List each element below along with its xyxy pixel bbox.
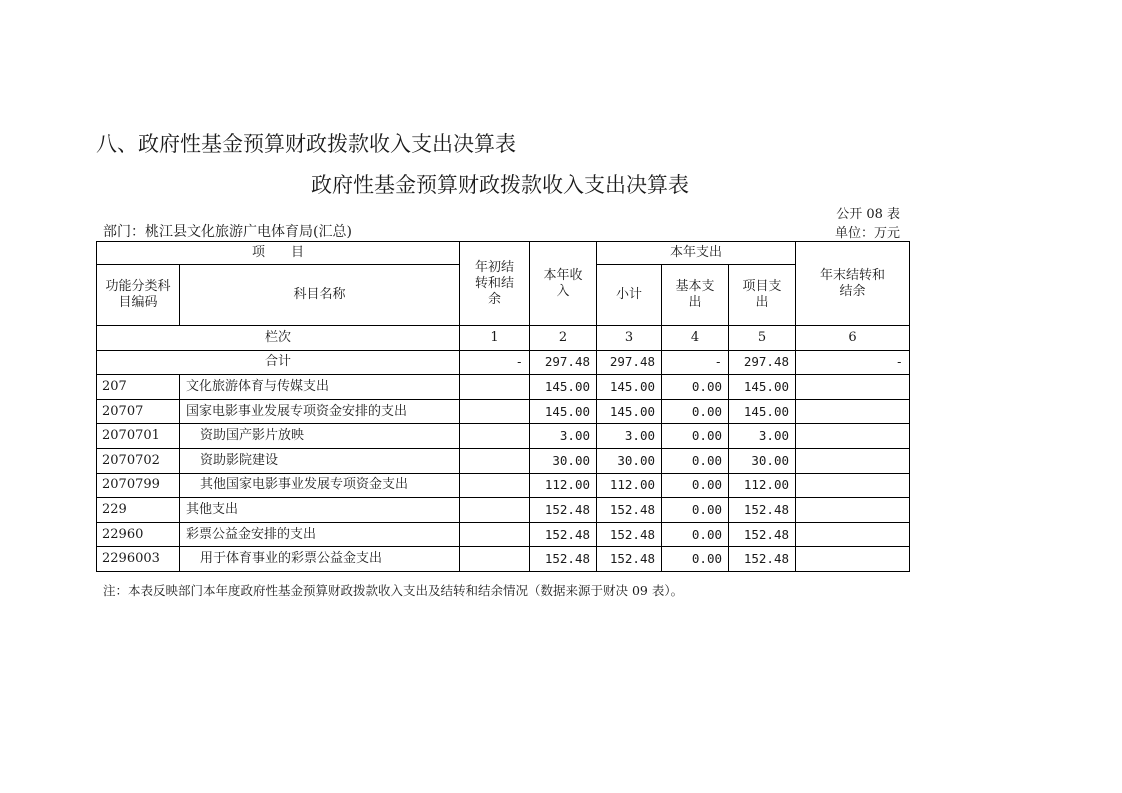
department-label: 部门：桃江县文化旅游广电体育局(汇总) xyxy=(103,224,352,240)
header-end-balance: 年末结转和结余 xyxy=(796,242,910,326)
row-end-balance xyxy=(796,473,910,498)
row-project-expense: 145.00 xyxy=(729,375,796,400)
row-subtotal: 112.00 xyxy=(597,473,662,498)
table-row xyxy=(97,399,910,424)
header-expense-group: 本年支出 xyxy=(597,242,796,265)
row-name: 文化旅游体育与传媒支出 xyxy=(180,375,460,400)
row-subtotal: 152.48 xyxy=(597,547,662,572)
row-name: 其他国家电影事业发展专项资金支出 xyxy=(180,473,460,498)
column-number: 4 xyxy=(662,326,729,351)
row-code: 2070799 xyxy=(97,473,180,498)
row-subtotal: 3.00 xyxy=(597,424,662,449)
row-income: 145.00 xyxy=(530,399,597,424)
total-subtotal: 297.48 xyxy=(597,350,662,375)
header-project-expense: 项目支出 xyxy=(729,265,796,326)
row-end-balance xyxy=(796,448,910,473)
budget-table xyxy=(96,241,910,572)
row-income: 152.48 xyxy=(530,522,597,547)
row-project-expense: 3.00 xyxy=(729,424,796,449)
row-begin-balance xyxy=(460,375,530,400)
header-func-code: 功能分类科目编码 xyxy=(97,265,180,326)
table-row xyxy=(97,375,910,400)
row-code: 2070701 xyxy=(97,424,180,449)
row-subtotal: 152.48 xyxy=(597,522,662,547)
table-row xyxy=(97,473,910,498)
table-row xyxy=(97,522,910,547)
header-begin-balance: 年初结转和结余 xyxy=(460,242,530,326)
header-income: 本年收入 xyxy=(530,242,597,326)
header-item: 项 目 xyxy=(97,242,460,265)
row-begin-balance xyxy=(460,473,530,498)
row-end-balance xyxy=(796,424,910,449)
row-basic-expense: 0.00 xyxy=(662,448,729,473)
row-name: 彩票公益金安排的支出 xyxy=(180,522,460,547)
row-basic-expense: 0.00 xyxy=(662,547,729,572)
total-row xyxy=(97,350,910,375)
row-begin-balance xyxy=(460,522,530,547)
row-basic-expense: 0.00 xyxy=(662,498,729,523)
row-end-balance xyxy=(796,547,910,572)
row-name: 国家电影事业发展专项资金安排的支出 xyxy=(180,399,460,424)
row-subtotal: 145.00 xyxy=(597,399,662,424)
row-code: 207 xyxy=(97,375,180,400)
section-heading: 八、政府性基金预算财政拨款收入支出决算表 xyxy=(96,132,516,156)
column-index-label: 栏次 xyxy=(97,326,460,351)
row-income: 145.00 xyxy=(530,375,597,400)
total-project-expense: 297.48 xyxy=(729,350,796,375)
row-name: 资助影院建设 xyxy=(180,448,460,473)
table-row xyxy=(97,498,910,523)
total-begin-balance: - xyxy=(460,350,530,375)
row-basic-expense: 0.00 xyxy=(662,375,729,400)
row-basic-expense: 0.00 xyxy=(662,473,729,498)
document-title: 政府性基金预算财政拨款收入支出决算表 xyxy=(311,173,689,197)
unit-label: 单位：万元 xyxy=(834,226,900,241)
header-subject-name: 科目名称 xyxy=(180,265,460,326)
row-begin-balance xyxy=(460,547,530,572)
row-subtotal: 152.48 xyxy=(597,498,662,523)
row-income: 30.00 xyxy=(530,448,597,473)
row-project-expense: 152.48 xyxy=(729,547,796,572)
row-code: 2296003 xyxy=(97,547,180,572)
row-income: 152.48 xyxy=(530,498,597,523)
header-basic-expense: 基本支出 xyxy=(662,265,729,326)
column-number: 3 xyxy=(597,326,662,351)
row-begin-balance xyxy=(460,399,530,424)
total-income: 297.48 xyxy=(530,350,597,375)
total-label: 合计 xyxy=(97,350,460,375)
row-end-balance xyxy=(796,522,910,547)
column-number: 6 xyxy=(796,326,910,351)
row-name: 其他支出 xyxy=(180,498,460,523)
table-row xyxy=(97,448,910,473)
row-project-expense: 112.00 xyxy=(729,473,796,498)
row-end-balance xyxy=(796,399,910,424)
row-code: 20707 xyxy=(97,399,180,424)
table-row xyxy=(97,424,910,449)
row-income: 152.48 xyxy=(530,547,597,572)
row-code: 2070702 xyxy=(97,448,180,473)
row-end-balance xyxy=(796,498,910,523)
row-income: 3.00 xyxy=(530,424,597,449)
row-project-expense: 152.48 xyxy=(729,498,796,523)
form-code: 公开 08 表 xyxy=(836,207,900,222)
column-number: 1 xyxy=(460,326,530,351)
row-begin-balance xyxy=(460,498,530,523)
column-number: 2 xyxy=(530,326,597,351)
row-end-balance xyxy=(796,375,910,400)
table-footnote: 注：本表反映部门本年度政府性基金预算财政拨款收入支出及结转和结余情况（数据来源于财决 09 表）。 xyxy=(103,583,684,598)
row-project-expense: 30.00 xyxy=(729,448,796,473)
row-basic-expense: 0.00 xyxy=(662,522,729,547)
total-basic-expense: - xyxy=(662,350,729,375)
row-code: 229 xyxy=(97,498,180,523)
total-end-balance: - xyxy=(796,350,910,375)
row-begin-balance xyxy=(460,424,530,449)
row-subtotal: 145.00 xyxy=(597,375,662,400)
row-basic-expense: 0.00 xyxy=(662,399,729,424)
table-row xyxy=(97,547,910,572)
row-code: 22960 xyxy=(97,522,180,547)
row-name: 用于体育事业的彩票公益金支出 xyxy=(180,547,460,572)
row-project-expense: 152.48 xyxy=(729,522,796,547)
column-number: 5 xyxy=(729,326,796,351)
row-subtotal: 30.00 xyxy=(597,448,662,473)
row-basic-expense: 0.00 xyxy=(662,424,729,449)
row-name: 资助国产影片放映 xyxy=(180,424,460,449)
row-income: 112.00 xyxy=(530,473,597,498)
header-subtotal: 小计 xyxy=(597,265,662,326)
row-begin-balance xyxy=(460,448,530,473)
row-project-expense: 145.00 xyxy=(729,399,796,424)
